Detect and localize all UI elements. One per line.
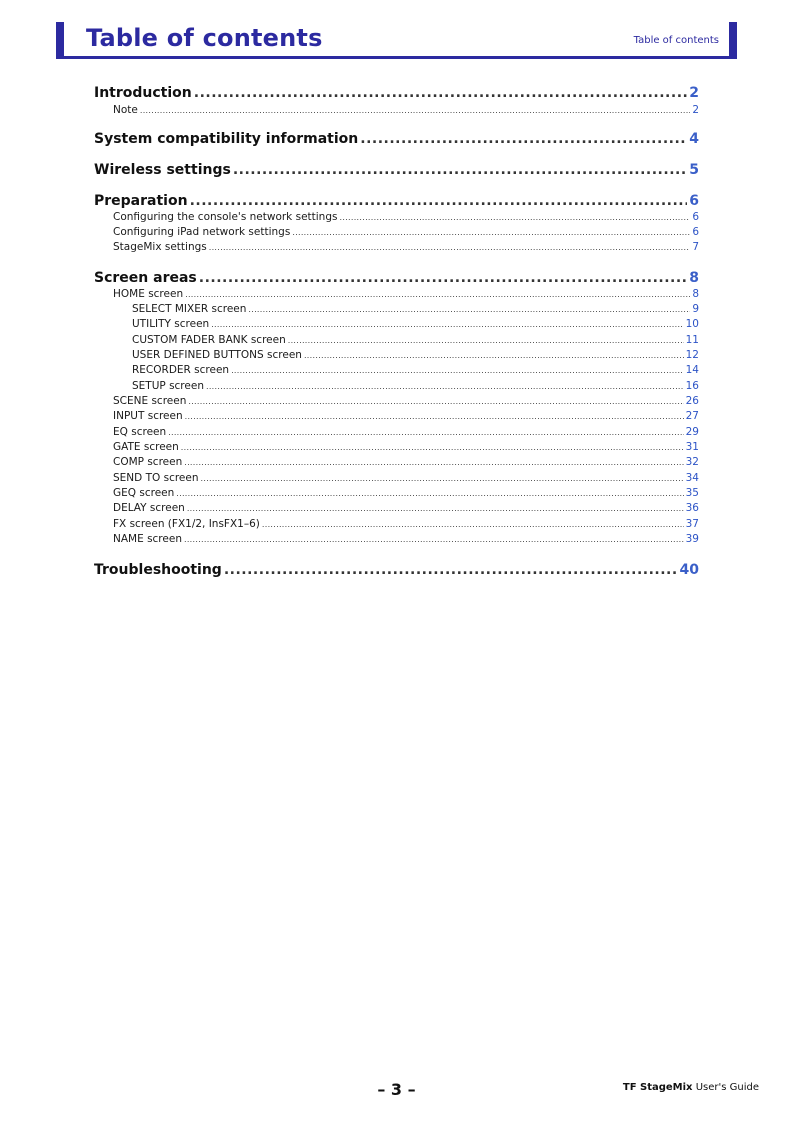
footer-guide-title [623, 1082, 759, 1093]
toc-page-number[interactable]: 31 [685, 441, 699, 453]
toc-leader-dots [176, 487, 683, 500]
toc-page-number[interactable]: 10 [685, 318, 699, 330]
toc-page-number[interactable]: 32 [685, 456, 699, 468]
toc-page-number[interactable]: 29 [685, 426, 699, 438]
toc-subsection[interactable] [132, 364, 699, 377]
footer-guide-label: User's Guide [692, 1082, 759, 1093]
toc-leader-dots [181, 441, 684, 454]
toc-entry-label: RECORDER screen [132, 364, 230, 376]
toc-entry-label: Wireless settings [94, 162, 231, 178]
toc-entry-label: Preparation [94, 193, 188, 209]
toc-section[interactable] [113, 104, 699, 117]
toc-section[interactable] [113, 226, 699, 239]
toc-subsection[interactable] [132, 349, 699, 362]
toc-entry-label: COMP screen [113, 456, 183, 468]
toc-entry-label: SCENE screen [113, 395, 187, 407]
toc-chapter[interactable] [94, 269, 699, 287]
toc-page-number[interactable]: 26 [685, 395, 699, 407]
toc-entry-label: SETUP screen [132, 380, 204, 392]
toc-entry-label: Troubleshooting [94, 562, 222, 578]
toc-entry-label: INPUT screen [113, 410, 183, 422]
toc-entry-label: HOME screen [113, 288, 184, 300]
page-title: Table of contents [86, 24, 323, 52]
toc-page-number[interactable]: 12 [685, 349, 699, 361]
toc-leader-dots [206, 380, 684, 393]
toc-chapter[interactable] [94, 561, 699, 579]
toc-entry-label: Note [113, 104, 138, 116]
header-rule [56, 56, 737, 59]
toc-entry-label: Configuring iPad network settings [113, 226, 291, 238]
toc-page-number[interactable]: 2 [692, 104, 699, 116]
toc-entry-label: Introduction [94, 85, 192, 101]
toc-entry-label: CUSTOM FADER BANK screen [132, 334, 286, 346]
toc-entry-label: NAME screen [113, 533, 182, 545]
toc-leader-dots [292, 226, 690, 239]
toc-chapter[interactable] [94, 161, 699, 179]
toc-leader-dots [224, 561, 678, 579]
toc-leader-dots [209, 241, 691, 254]
toc-leader-dots [231, 364, 684, 377]
toc-leader-dots [288, 334, 684, 347]
toc-entry-label: EQ screen [113, 426, 167, 438]
toc-section[interactable] [113, 395, 699, 408]
toc-section[interactable] [113, 456, 699, 469]
toc-entry-label: FX screen (FX1/2, InsFX1–6) [113, 518, 260, 530]
toc-leader-dots [199, 269, 688, 287]
toc-subsection[interactable] [132, 318, 699, 331]
toc-subsection[interactable] [132, 334, 699, 347]
toc-entry-label: SELECT MIXER screen [132, 303, 247, 315]
toc-leader-dots [184, 533, 684, 546]
toc-leader-dots [187, 502, 684, 515]
toc-section[interactable] [113, 288, 699, 301]
toc-page-number[interactable]: 6 [689, 193, 699, 209]
toc-section[interactable] [113, 441, 699, 454]
toc-page-number[interactable]: 4 [689, 131, 699, 147]
toc-page-number[interactable]: 11 [685, 334, 699, 346]
toc-page-number[interactable]: 35 [685, 487, 699, 499]
toc-section[interactable] [113, 502, 699, 515]
toc-section[interactable] [113, 410, 699, 423]
toc-leader-dots [360, 130, 687, 148]
toc-leader-dots [140, 104, 690, 117]
toc-leader-dots [304, 349, 684, 362]
header-left-bar [56, 22, 64, 59]
toc-leader-dots [168, 426, 683, 439]
toc-page-number[interactable]: 16 [685, 380, 699, 392]
toc-page-number[interactable]: 9 [692, 303, 699, 315]
toc-page-number[interactable]: 8 [689, 270, 699, 286]
toc-entry-label: USER DEFINED BUTTONS screen [132, 349, 302, 361]
header-right-bar [729, 22, 737, 59]
toc-leader-dots [188, 395, 683, 408]
toc-page-number[interactable]: 39 [685, 533, 699, 545]
toc-entry-label: GATE screen [113, 441, 179, 453]
toc-leader-dots [211, 318, 683, 331]
toc-leader-dots [233, 161, 687, 179]
toc-subsection[interactable] [132, 380, 699, 393]
toc-leader-dots [184, 456, 683, 469]
toc-entry-label: Configuring the console's network settings [113, 211, 338, 223]
toc-leader-dots [190, 192, 688, 210]
toc-section[interactable] [113, 472, 699, 485]
toc-page-number[interactable]: 36 [685, 502, 699, 514]
toc-entry-label: System compatibility information [94, 131, 359, 147]
toc-leader-dots [185, 410, 684, 423]
toc-entry-label: StageMix settings [113, 241, 207, 253]
toc-entry-label: DELAY screen [113, 502, 185, 514]
toc-chapter[interactable] [94, 130, 699, 148]
toc-section[interactable] [113, 533, 699, 546]
toc-page-number[interactable]: 14 [685, 364, 699, 376]
toc-leader-dots [201, 472, 684, 485]
toc-page-number[interactable]: 6 [692, 211, 699, 223]
toc-section[interactable] [113, 241, 699, 254]
toc-chapter[interactable] [94, 84, 699, 102]
toc-entry-label: UTILITY screen [132, 318, 210, 330]
toc-leader-dots [248, 303, 690, 316]
toc-section[interactable] [113, 487, 699, 500]
toc-section[interactable] [113, 518, 699, 531]
toc-entry-label: SEND TO screen [113, 472, 199, 484]
toc-leader-dots [194, 84, 687, 102]
toc-leader-dots [262, 518, 684, 531]
toc-section[interactable] [113, 426, 699, 439]
page-header [56, 22, 737, 59]
toc-page-number[interactable]: 34 [685, 472, 699, 484]
toc-page-number[interactable]: 5 [689, 162, 699, 178]
toc-page-number[interactable]: 37 [685, 518, 699, 530]
toc-page-number[interactable]: 7 [692, 241, 699, 253]
toc-page-number[interactable]: 6 [692, 226, 699, 238]
toc-entry-label: GEQ screen [113, 487, 175, 499]
toc-leader-dots [185, 288, 690, 301]
toc-page-number[interactable]: 27 [685, 410, 699, 422]
toc-page-number[interactable]: 8 [692, 288, 699, 300]
toc-subsection[interactable] [132, 303, 699, 316]
toc-section[interactable] [113, 211, 699, 224]
toc-page-number[interactable]: 40 [679, 562, 699, 578]
toc-page-number[interactable]: 2 [689, 85, 699, 101]
footer-product: TF StageMix [622, 1082, 693, 1093]
toc-chapter[interactable] [94, 192, 699, 210]
toc-leader-dots [339, 211, 690, 224]
toc-entry-label: Screen areas [94, 270, 197, 286]
running-head: Table of contents [633, 35, 719, 46]
page-number: – 3 – [377, 1080, 416, 1099]
